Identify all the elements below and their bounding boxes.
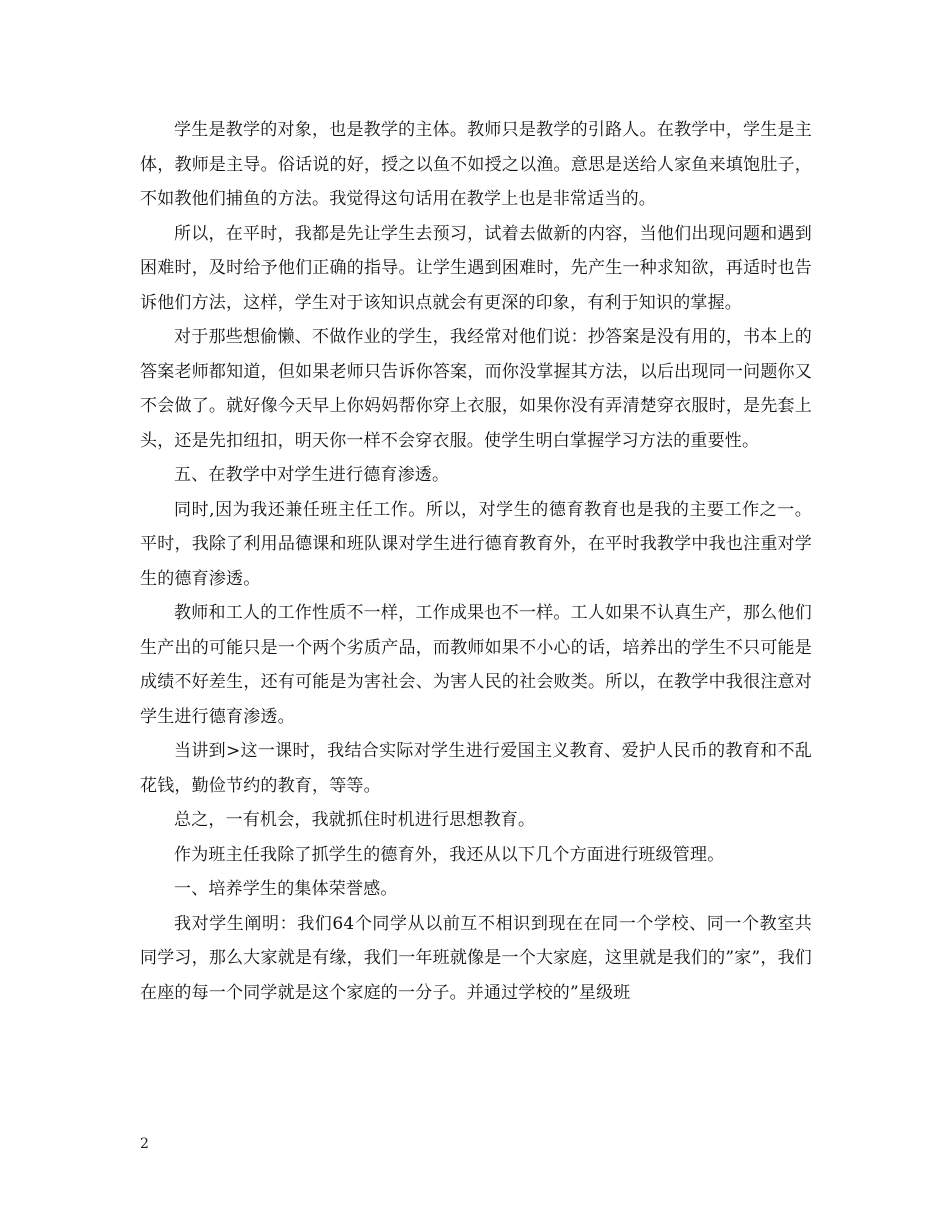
document-body (140, 113, 812, 1010)
paragraph: 作为班主任我除了抓学生的德育外，我还从以下几个方面进行班级管理。 (174, 844, 725, 865)
page-number: 2 (140, 1136, 149, 1152)
paragraph: 教师和工人的工作性质不一样，工作成果也不一样。工人如果不认真生产，那么他们生产出的可能只是一个两个劣质产品，而教师如果不小心的话，培养出的学生不只可能是成绩不好差生，还有可能是为害社会、为害人民的社会败类。所以，在教学中我很注意对学生进行德育渗透。 (140, 603, 812, 727)
paragraph: 当讲到>这一课时，我结合实际对学生进行爱国主义教育、爱护人民币的教育和不乱花钱，勤俭节约的教育，等等。 (140, 741, 812, 796)
paragraph: 总之，一有机会，我就抓住时机进行思想教育。 (174, 810, 536, 830)
paragraph: 所以，在平时，我都是先让学生去预习，试着去做新的内容，当他们出现问题和遇到困难时，及时给予他们正确的指导。让学生遇到困难时，先产生一种求知欲，再适时也告诉他们方法，这样，学生对于该知识点就会有更深的印象，有利于知识的掌握。 (140, 223, 812, 313)
section-heading: 一、培养学生的集体荣誉感。 (174, 879, 398, 899)
paragraph: 我对学生阐明：我们64个同学从以前互不相识到现在在同一个学校、同一个教室共同学习，那么大家就是有缘，我们一年班就像是一个大家庭，这里就是我们的”家”，我们在座的每一个同学就是这个家庭的一分子。并通过学校的”星级班 (140, 913, 812, 1003)
section-heading: 五、在教学中对学生进行德育渗透。 (174, 465, 450, 485)
paragraph: 学生是教学的对象，也是教学的主体。教师只是教学的引路人。在教学中，学生是主体，教师是主导。俗话说的好，授之以鱼不如授之以渔。意思是送给人家鱼来填饱肚子，不如教他们捕鱼的方法。我觉得这句话用在教学上也是非常适当的。 (140, 120, 812, 209)
paragraph: 同时,因为我还兼任班主任工作。所以，对学生的德育教育也是我的主要工作之一。平时，我除了利用品德课和班队课对学生进行德育教育外，在平时我教学中我也注重对学生的德育渗透。 (140, 499, 812, 589)
paragraph: 对于那些想偷懒、不做作业的学生，我经常对他们说：抄答案是没有用的，书本上的答案老师都知道，但如果老师只告诉你答案，而你没掌握其方法，以后出现同一问题你又不会做了。就好像今天早上你妈妈帮你穿上衣服，如果你没有弄清楚穿衣服时，是先套上头，还是先扣纽扣，明天你一样不会穿衣服。使学生明白掌握学习方法的重要性。 (140, 327, 812, 451)
